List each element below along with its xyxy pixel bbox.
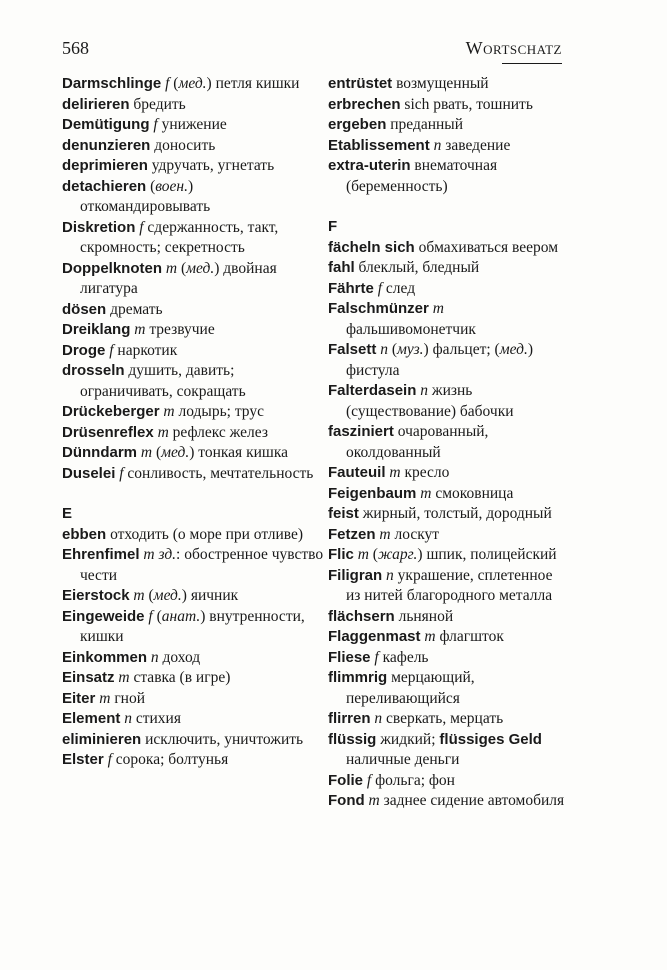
headword: flüssiges Geld [439, 730, 542, 748]
dictionary-entry [328, 566, 566, 607]
grammar-label: f [153, 116, 158, 133]
grammar-label: m [134, 321, 146, 338]
grammar-label: m [118, 669, 130, 686]
right-column [328, 74, 566, 812]
headword: Element [62, 710, 121, 727]
dictionary-entry [62, 136, 324, 157]
definition-text: кафель [378, 648, 429, 666]
grammar-label: n [380, 341, 388, 358]
grammar-label: f [139, 218, 144, 236]
page-number: 568 [62, 38, 89, 58]
dictionary-entry [62, 648, 324, 669]
grammar-label: m [357, 546, 369, 563]
definition-text: душить, давить; ограничивать, сокращать [80, 362, 246, 400]
headword: Demütigung [62, 116, 150, 133]
dictionary-entry [328, 238, 566, 259]
dictionary-entry [62, 115, 324, 136]
dictionary-entry [62, 730, 324, 751]
dictionary-entry [328, 791, 566, 812]
headword: Falsett [328, 341, 377, 358]
headword: ebben [62, 525, 107, 543]
grammar-label: n [386, 566, 394, 584]
definition-text: кресло [400, 464, 450, 481]
definition-text: ) двойная лигатура [80, 259, 277, 297]
headword: Einkommen [62, 648, 148, 666]
grammar-label: n [124, 710, 132, 727]
headword: Eiter [62, 689, 96, 707]
grammar-label: n [420, 382, 428, 399]
definition-text: ( [146, 177, 156, 195]
headword: flirren [328, 710, 371, 727]
definition-text: ( [152, 607, 162, 625]
dictionary-entry [62, 320, 324, 341]
headword: Filigran [328, 566, 383, 584]
headword: ergeben [328, 116, 387, 133]
definition-text: дремать [106, 300, 163, 318]
grammar-label: воен. [155, 177, 188, 195]
dictionary-entry [328, 525, 566, 546]
definition-text: доход [158, 648, 201, 666]
definition-text: фальшивомонетчик [346, 320, 476, 338]
definition-text: сонливость, мечтательность [123, 464, 314, 482]
headword: Drüsenreflex [62, 423, 154, 441]
headword: denunzieren [62, 136, 151, 154]
grammar-label: f [377, 279, 383, 297]
grammar-label: f [107, 751, 112, 768]
headword: Falschmünzer [328, 300, 429, 317]
definition-text: блеклый, бледный [354, 259, 480, 276]
definition-text: флагшток [435, 628, 504, 645]
definition-text: ) фальцет; ( [423, 341, 500, 358]
headword: Flic [328, 546, 354, 563]
dictionary-entry [62, 464, 324, 485]
headword: Falterdasein [328, 382, 417, 399]
grammar-label: f [119, 464, 124, 482]
definition-text: ( [368, 546, 378, 563]
definition-text: унижение [157, 116, 227, 133]
grammar-label: мед. [161, 444, 190, 461]
dictionary-entry [328, 648, 566, 669]
headword: flüssig [328, 730, 377, 748]
grammar-label: m [379, 525, 391, 543]
definition-text: ставка (в игре) [129, 669, 231, 686]
definition-text: sich рвать, тошнить [400, 95, 533, 113]
dictionary-entry [62, 218, 324, 259]
grammar-label: m [140, 444, 153, 461]
definition-text: ) внутренности, кишки [80, 607, 305, 645]
headword: Elster [62, 751, 104, 768]
dictionary-entry [328, 504, 566, 525]
dictionary-entry [62, 341, 324, 362]
definition-text: обмахиваться веером [414, 238, 559, 256]
dictionary-entry [328, 156, 566, 197]
definition-text: мерцающий, переливающийся [346, 669, 475, 707]
grammar-label: жарг. [377, 546, 418, 563]
dictionary-entry [328, 627, 566, 648]
dictionary-entry [62, 545, 324, 586]
section-letter: E [62, 505, 73, 522]
headword: drosseln [62, 362, 125, 379]
dictionary-entry [62, 361, 324, 402]
headword: eliminieren [62, 730, 142, 748]
definition-text: жирный, толстый, дородный [358, 505, 552, 522]
dictionary-entry [328, 115, 566, 136]
definition-text: след [382, 279, 416, 297]
dictionary-entry [62, 709, 324, 730]
definition-text: исключить, уничтожить [141, 730, 304, 748]
headword: delirieren [62, 95, 130, 113]
headword: extra-uterin [328, 157, 411, 174]
definition-text: лодырь; трус [174, 403, 264, 420]
headword: Eierstock [62, 587, 130, 604]
headword: entrüstet [328, 75, 393, 92]
grammar-label: мед. [499, 341, 528, 358]
headword: Drückeberger [62, 403, 160, 420]
dictionary-entry [328, 484, 566, 505]
definition-text: сдержанность, такт, скромность; секретность [80, 218, 279, 256]
section-letter: F [328, 218, 338, 235]
headword: deprimieren [62, 157, 148, 174]
grammar-label: муз. [397, 341, 424, 358]
dictionary-entry [62, 74, 324, 95]
headword: Fetzen [328, 525, 376, 543]
headword: fahl [328, 259, 355, 276]
headword: Ehrenfimel [62, 546, 140, 563]
definition-text: ) яичник [181, 587, 239, 604]
headword: Einsatz [62, 669, 115, 686]
grammar-label: n [433, 136, 442, 154]
definition-text: удручать, угнетать [147, 157, 275, 174]
definition-text: ( [169, 75, 179, 92]
dictionary-entry [328, 607, 566, 628]
headword: feist [328, 505, 359, 522]
grammar-label: m [157, 423, 169, 441]
dictionary-entry [328, 95, 566, 116]
headword: Droge [62, 341, 106, 359]
headword: Eingeweide [62, 607, 145, 625]
grammar-label: n [374, 710, 383, 727]
dictionary-entry [328, 381, 566, 422]
definition-text: отходить (о море при отливе) [106, 525, 304, 543]
headword: erbrechen [328, 95, 401, 113]
definition-text: сверкать, мерцать [382, 710, 504, 727]
definition-text: очарованный, околдованный [346, 423, 489, 461]
headword: Folie [328, 771, 364, 789]
definition-text: доносить [150, 136, 216, 154]
dictionary-entry [328, 730, 566, 771]
definition-text: трезвучие [145, 321, 215, 338]
definition-text: ( [144, 587, 154, 604]
headword: fasziniert [328, 423, 394, 440]
grammar-label: мед. [153, 587, 182, 604]
dictionary-entry [62, 402, 324, 423]
grammar-label: m [163, 403, 175, 420]
definition-text: льняной [394, 607, 454, 625]
dictionary-entry [62, 95, 324, 116]
grammar-label: m [424, 628, 436, 645]
definition-text: ) тонкая кишка [189, 444, 289, 461]
definition-text: сорока; болтунья [111, 751, 229, 768]
grammar-label: m [368, 792, 380, 809]
definition-text: ) фистула [346, 341, 534, 379]
dictionary-entry [62, 607, 324, 648]
running-head: Wortschatz [465, 38, 562, 58]
grammar-label: анат. [161, 607, 201, 625]
grammar-label: m [389, 464, 401, 481]
definition-text: ) откомандировывать [80, 177, 211, 215]
dictionary-entry [328, 463, 566, 484]
dictionary-entry [328, 422, 566, 463]
definition-text: фольга; фон [371, 771, 455, 789]
dictionary-entry [62, 443, 324, 464]
definition-text: наркотик [113, 341, 178, 359]
definition-text: заднее сидение автомобиля [379, 792, 565, 809]
grammar-label: m [432, 300, 444, 317]
dictionary-entry [328, 136, 566, 157]
definition-text: бредить [129, 95, 186, 113]
definition-text: наличные деньги [346, 751, 460, 768]
definition-text: ) шпик, полицейский [417, 546, 557, 563]
left-column [62, 74, 324, 771]
dictionary-entry [62, 689, 324, 710]
headword: Feigenbaum [328, 484, 417, 502]
headword: Fliese [328, 648, 371, 666]
grammar-label: n [150, 648, 159, 666]
definition-text: рефлекс желез [168, 423, 268, 441]
dictionary-entry [62, 300, 324, 321]
dictionary-entry [62, 156, 324, 177]
header-rule [502, 63, 562, 64]
headword: Fond [328, 792, 365, 809]
dictionary-entry [62, 525, 324, 546]
definition-text: украшение, сплетенное из нитей благородного металла [346, 566, 553, 604]
definition-text: внематочная (беременность) [346, 157, 498, 195]
headword: detachieren [62, 177, 147, 195]
dictionary-entry [62, 177, 324, 218]
grammar-label: m [165, 259, 178, 277]
grammar-label: m [420, 484, 432, 502]
grammar-label: m зд. [143, 546, 177, 563]
grammar-label: f [374, 648, 379, 666]
definition-text: ( [387, 341, 398, 358]
headword: dösen [62, 300, 107, 318]
definition-text: преданный [386, 116, 464, 133]
dictionary-entry [328, 299, 566, 340]
definition-text: жидкий; [376, 730, 440, 748]
dictionary-entry [328, 771, 566, 792]
dictionary-entry [328, 668, 566, 709]
dictionary-entry [62, 586, 324, 607]
grammar-label: m [99, 689, 111, 707]
definition-text: возмущенный [392, 75, 489, 92]
definition-text: ( [177, 259, 187, 277]
definition-text: жизнь (существование) бабочки [346, 382, 514, 420]
dictionary-entry [328, 709, 566, 730]
headword: Flaggenmast [328, 628, 421, 645]
headword: Fährte [328, 279, 374, 297]
headword: flächsern [328, 607, 395, 625]
dictionary-entry [62, 750, 324, 771]
headword: Dünndarm [62, 444, 137, 461]
grammar-label: f [148, 607, 153, 625]
definition-text: ) петля кишки [206, 75, 300, 92]
grammar-label: f [366, 771, 372, 789]
definition-text: ( [152, 444, 162, 461]
page-header [62, 38, 562, 64]
definition-text: стихия [131, 710, 181, 727]
dictionary-entry [328, 279, 566, 300]
headword: Fauteuil [328, 464, 386, 481]
dictionary-entry [328, 340, 566, 381]
headword: Diskretion [62, 218, 136, 236]
grammar-label: мед. [186, 259, 215, 277]
headword: Doppelknoten [62, 259, 162, 277]
definition-text: заведение [441, 136, 511, 154]
headword: Dreiklang [62, 321, 131, 338]
grammar-label: мед. [178, 75, 207, 92]
dictionary-entry [62, 668, 324, 689]
dictionary-entry [328, 545, 566, 566]
headword: fächeln sich [328, 238, 415, 256]
headword: Etablissement [328, 136, 430, 154]
grammar-label: m [133, 587, 145, 604]
headword: Darmschlinge [62, 75, 162, 92]
grammar-label: f [109, 341, 114, 359]
headword: Duselei [62, 464, 116, 482]
definition-text: гной [110, 689, 146, 707]
dictionary-entry [62, 423, 324, 444]
dictionary-entry [328, 258, 566, 279]
dictionary-entry [328, 74, 566, 95]
definition-text: смоковница [431, 484, 514, 502]
definition-text: : обостренное чувство чести [80, 546, 324, 584]
dictionary-entry [62, 259, 324, 300]
grammar-label: f [165, 75, 170, 92]
definition-text: лоскут [390, 525, 440, 543]
headword: flimmrig [328, 669, 388, 686]
